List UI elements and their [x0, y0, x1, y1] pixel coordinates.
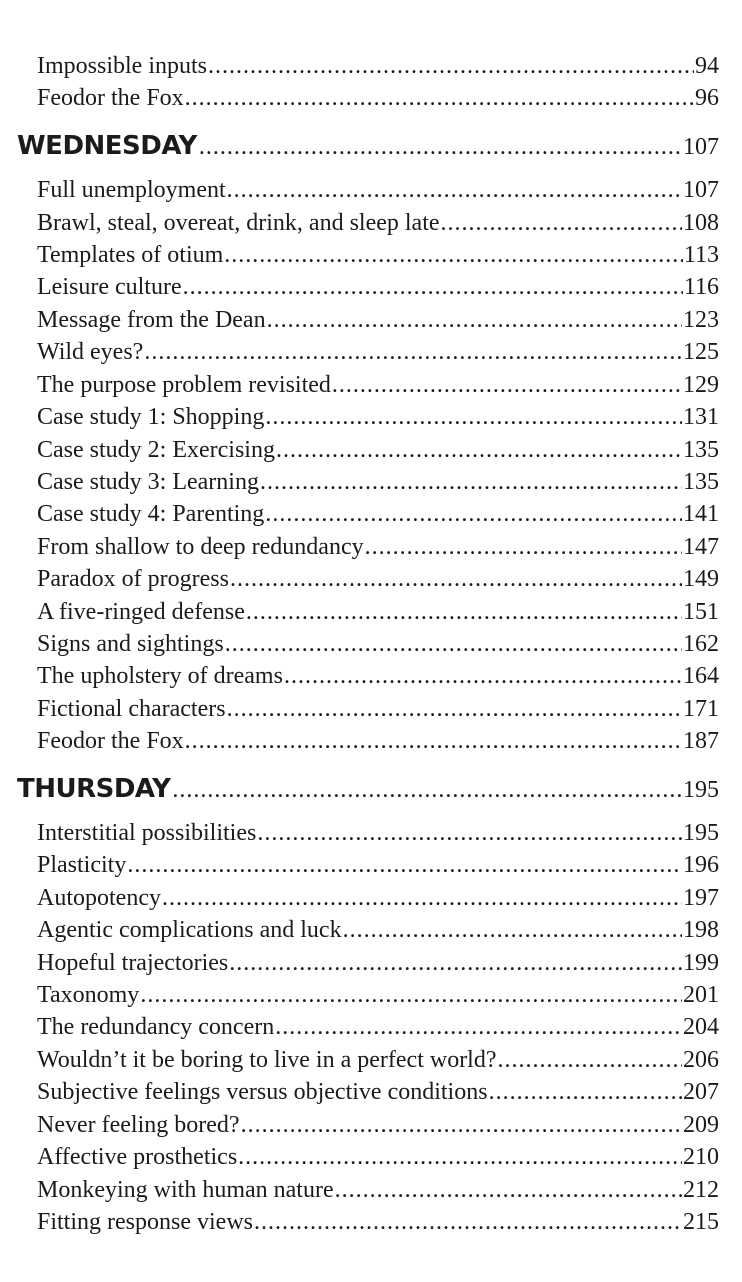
dot-leader — [241, 1109, 682, 1141]
toc-entry — [37, 304, 719, 336]
dot-leader — [144, 336, 682, 368]
toc-entry-title: Templates of otium — [37, 242, 224, 268]
toc-entry-page: 196 — [683, 852, 719, 878]
dot-leader — [260, 466, 682, 498]
toc-entry — [37, 1011, 719, 1043]
toc-entry-page: 116 — [683, 274, 719, 300]
dot-leader — [246, 596, 682, 628]
dot-leader — [127, 849, 682, 881]
toc-entry-page: 141 — [683, 501, 719, 527]
dot-leader — [275, 1011, 682, 1043]
section-page: 195 — [683, 777, 719, 803]
toc-entry-page: 149 — [683, 566, 719, 592]
toc-entry — [37, 434, 719, 466]
dot-leader — [332, 369, 682, 401]
toc-entry — [37, 596, 719, 628]
section-heading-wednesday — [17, 126, 719, 166]
dot-leader — [365, 531, 682, 563]
toc-entry-page: 96 — [695, 85, 719, 111]
dot-leader — [265, 498, 682, 530]
toc-entry-title: Case study 4: Parenting — [37, 501, 265, 527]
toc-entry-title: Monkeying with human nature — [37, 1177, 334, 1203]
toc-entry-title: Never feeling bored? — [37, 1112, 240, 1138]
toc-entry — [37, 50, 719, 82]
dot-leader — [199, 127, 681, 167]
toc-entry-title: Affective prosthetics — [37, 1144, 238, 1170]
dot-leader — [227, 693, 682, 725]
dot-leader — [441, 207, 682, 239]
toc-entry-title: Case study 3: Learning — [37, 469, 259, 495]
toc-entry-title: The redundancy concern — [37, 1014, 275, 1040]
dot-leader — [489, 1076, 682, 1108]
dot-leader — [276, 434, 682, 466]
dot-leader — [265, 401, 682, 433]
dot-leader — [498, 1044, 682, 1076]
toc-entry-page: 125 — [683, 339, 719, 365]
toc-entry — [37, 1141, 719, 1173]
dot-leader — [208, 50, 694, 82]
dot-leader — [225, 628, 682, 660]
toc-entry-page: 197 — [683, 885, 719, 911]
toc-entry-title: The purpose problem revisited — [37, 372, 331, 398]
toc-entry — [37, 947, 719, 979]
toc-entry-page: 108 — [683, 210, 719, 236]
toc-entry-page: 204 — [683, 1014, 719, 1040]
toc-entry-page: 107 — [683, 177, 719, 203]
toc-entry-title: Subjective feelings versus objective conditions — [37, 1079, 488, 1105]
dot-leader — [229, 947, 682, 979]
dot-leader — [254, 1206, 682, 1238]
toc-entry-title: Paradox of progress — [37, 566, 229, 592]
toc-entry — [37, 660, 719, 692]
dot-leader — [230, 563, 682, 595]
toc-entry-page: 209 — [683, 1112, 719, 1138]
toc-entry — [37, 817, 719, 849]
toc-entry-page: 151 — [683, 599, 719, 625]
toc-entry — [37, 693, 719, 725]
dot-leader — [140, 979, 682, 1011]
toc-entry — [37, 725, 719, 757]
toc-entry — [37, 1109, 719, 1141]
toc-entry — [37, 1206, 719, 1238]
toc-entry-title: Plasticity — [37, 852, 127, 878]
toc-entry — [37, 336, 719, 368]
dot-leader — [284, 660, 682, 692]
toc-entry-title: Case study 1: Shopping — [37, 404, 265, 430]
toc-entry — [37, 401, 719, 433]
toc-entry-page: 195 — [683, 820, 719, 846]
toc-entry-title: Feodor the Fox — [37, 728, 184, 754]
toc-entry-title: The upholstery of dreams — [37, 663, 283, 689]
toc-entry — [37, 271, 719, 303]
toc-entry-page: 135 — [683, 469, 719, 495]
section-page: 107 — [683, 134, 719, 160]
toc-entry-page: 131 — [683, 404, 719, 430]
toc-entry — [37, 369, 719, 401]
toc-entry — [37, 849, 719, 881]
toc-entry — [37, 882, 719, 914]
toc-entry — [37, 498, 719, 530]
toc-entry-page: 147 — [683, 534, 719, 560]
toc-entry-title: A five-ringed defense — [37, 599, 245, 625]
toc-entry-title: Hopeful trajectories — [37, 950, 229, 976]
dot-leader — [224, 239, 683, 271]
toc-entry-page: 201 — [683, 982, 719, 1008]
toc-entry-title: From shallow to deep redundancy — [37, 534, 364, 560]
toc-entry-page: 171 — [683, 696, 719, 722]
toc-entry-title: Taxonomy — [37, 982, 140, 1008]
toc-entry-title: Wouldn’t it be boring to live in a perfect world? — [37, 1047, 497, 1073]
toc-entry-page: 129 — [683, 372, 719, 398]
dot-leader — [185, 725, 682, 757]
toc-entry-page: 198 — [683, 917, 719, 943]
toc-entry-title: Fictional characters — [37, 696, 226, 722]
dot-leader — [183, 271, 683, 303]
toc-entry-page: 199 — [683, 950, 719, 976]
section-heading-thursday — [17, 769, 719, 809]
toc-entry — [37, 1044, 719, 1076]
toc-entry-page: 187 — [683, 728, 719, 754]
toc-entry — [37, 531, 719, 563]
toc-entry-title: Case study 2: Exercising — [37, 437, 275, 463]
toc-entry-title: Message from the Dean — [37, 307, 266, 333]
toc-entry-page: 135 — [683, 437, 719, 463]
section-title: WEDNESDAY — [17, 131, 197, 161]
toc-entry-title: Interstitial possibilities — [37, 820, 257, 846]
toc-entry-title: Fitting response views — [37, 1209, 253, 1235]
dot-leader — [227, 174, 682, 206]
dot-leader — [335, 1174, 682, 1206]
toc-entry — [37, 82, 719, 114]
toc-entry-title: Feodor the Fox — [37, 85, 184, 111]
section-title: THURSDAY — [17, 774, 171, 804]
toc-entry — [37, 914, 719, 946]
toc-entry-title: Wild eyes? — [37, 339, 144, 365]
toc-entry-title: Brawl, steal, overeat, drink, and sleep late — [37, 210, 440, 236]
toc-entry-title: Leisure culture — [37, 274, 182, 300]
toc-entry-page: 123 — [683, 307, 719, 333]
dot-leader — [185, 82, 694, 114]
dot-leader — [238, 1141, 682, 1173]
toc-entry-page: 94 — [695, 53, 719, 79]
toc-entry-page: 210 — [683, 1144, 719, 1170]
toc-entry-title: Autopotency — [37, 885, 161, 911]
dot-leader — [343, 914, 682, 946]
toc-entry-title: Agentic complications and luck — [37, 917, 342, 943]
toc-entry-title: Signs and sightings — [37, 631, 224, 657]
toc-entry — [37, 563, 719, 595]
toc-entry — [37, 466, 719, 498]
dot-leader — [162, 882, 682, 914]
toc-entry — [37, 239, 719, 271]
toc-entry-page: 215 — [683, 1209, 719, 1235]
toc-entry — [37, 628, 719, 660]
toc-entry — [37, 207, 719, 239]
toc-entry-title: Full unemployment — [37, 177, 226, 203]
toc-entry-title: Impossible inputs — [37, 53, 208, 79]
dot-leader — [257, 817, 682, 849]
toc-entry — [37, 979, 719, 1011]
toc-entry-page: 113 — [683, 242, 719, 268]
toc-entry-page: 164 — [683, 663, 719, 689]
toc-entry-page: 212 — [683, 1177, 719, 1203]
dot-leader — [172, 770, 681, 810]
toc-entry-page: 162 — [683, 631, 719, 657]
toc-entry — [37, 174, 719, 206]
toc-entry — [37, 1174, 719, 1206]
toc-entry — [37, 1076, 719, 1108]
toc-entry-page: 207 — [683, 1079, 719, 1105]
toc-entry-page: 206 — [683, 1047, 719, 1073]
dot-leader — [267, 304, 682, 336]
